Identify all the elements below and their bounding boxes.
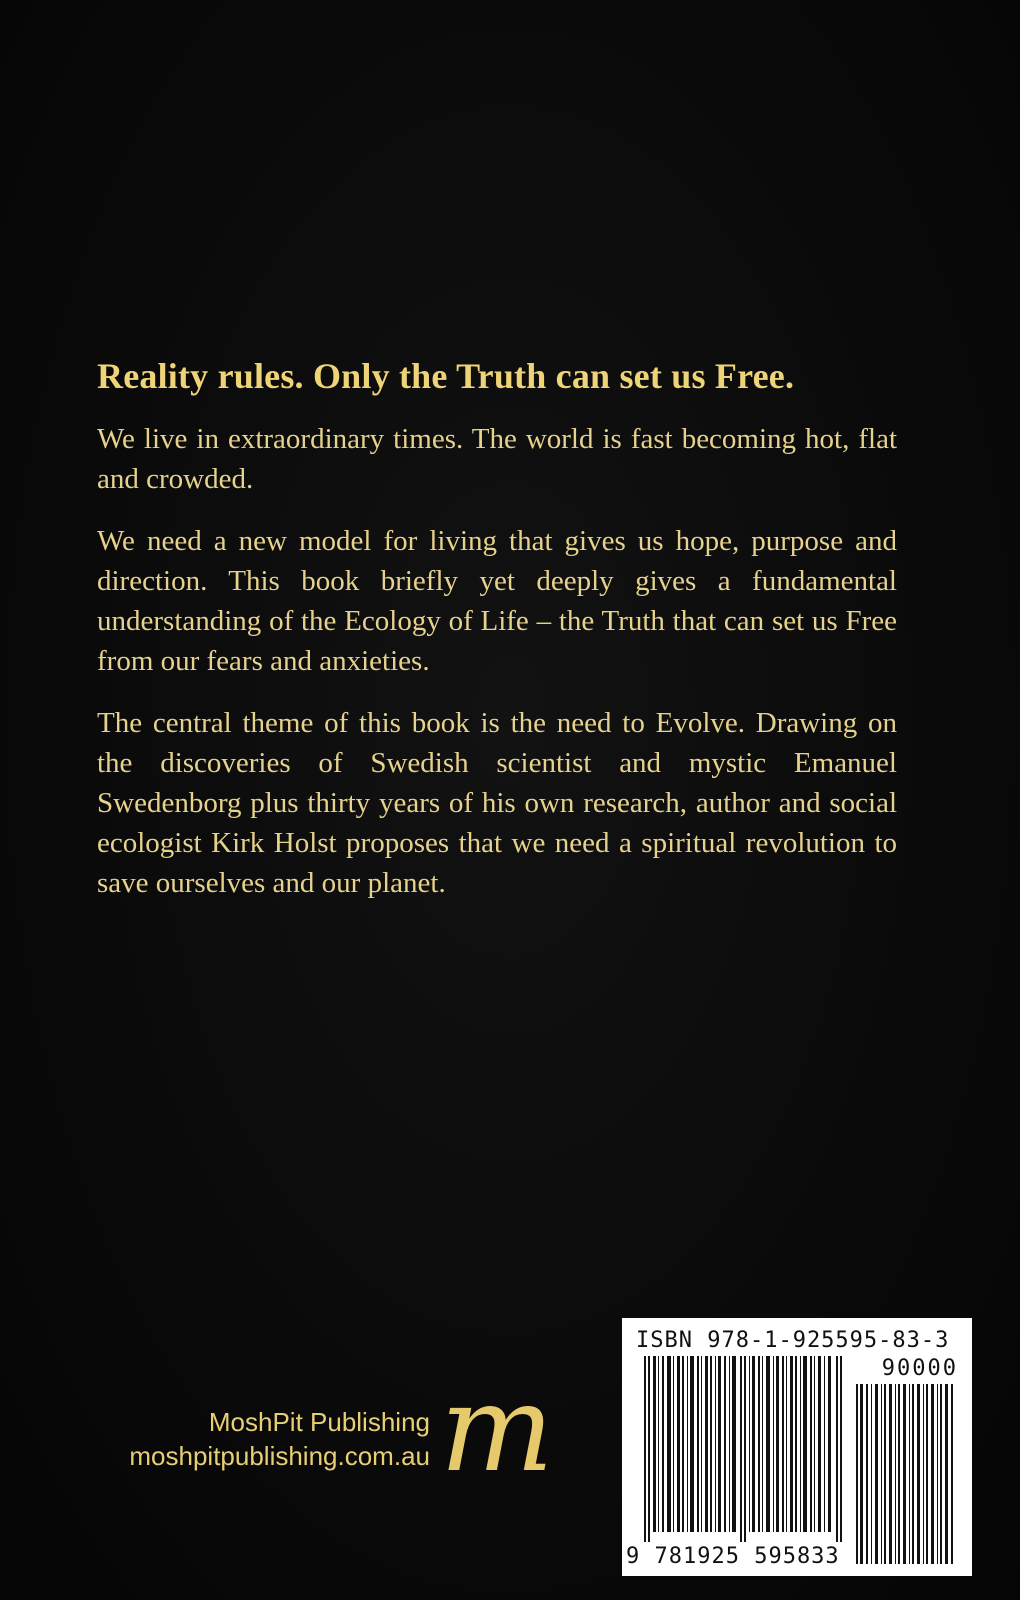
blurb-paragraph-1: We live in extraordinary times. The world is fast becoming hot, flat and crowded. bbox=[97, 423, 897, 495]
isbn-text: ISBN 978-1-925595-83-3 bbox=[636, 1328, 950, 1353]
blurb-paragraph-3: The central theme of this book is the need to Evolve. Drawing on the discoveries of Swedish scientist and mystic Emanuel Swedenborg plus thirty years of his own research, author and social ecologist Kirk Holst proposes that we need a spiritual revolution to save ourselves and our planet. bbox=[97, 707, 897, 899]
price-code: 90000 bbox=[881, 1356, 958, 1381]
blurb-paragraph-2: We need a new model for living that gives us hope, purpose and direction. This book briefly yet deeply gives a fundamental understanding of the Ecology of Life – the Truth that can set us Free from our fears and anxieties. bbox=[97, 525, 897, 677]
ean-barcode-icon bbox=[644, 1356, 844, 1542]
price-barcode-icon bbox=[856, 1384, 956, 1564]
barcode-label bbox=[622, 1318, 972, 1576]
ean-digits: 9 781925 595833 bbox=[626, 1544, 840, 1569]
publisher-logo-icon: m bbox=[440, 1360, 554, 1499]
publisher-website: moshpitpublishing.com.au bbox=[129, 1441, 430, 1471]
publisher-name: MoshPit Publishing bbox=[208, 1407, 430, 1437]
publisher-info bbox=[80, 1405, 430, 1473]
headline: Reality rules. Only the Truth can set us Free. bbox=[97, 356, 795, 396]
blurb-section bbox=[97, 355, 897, 925]
